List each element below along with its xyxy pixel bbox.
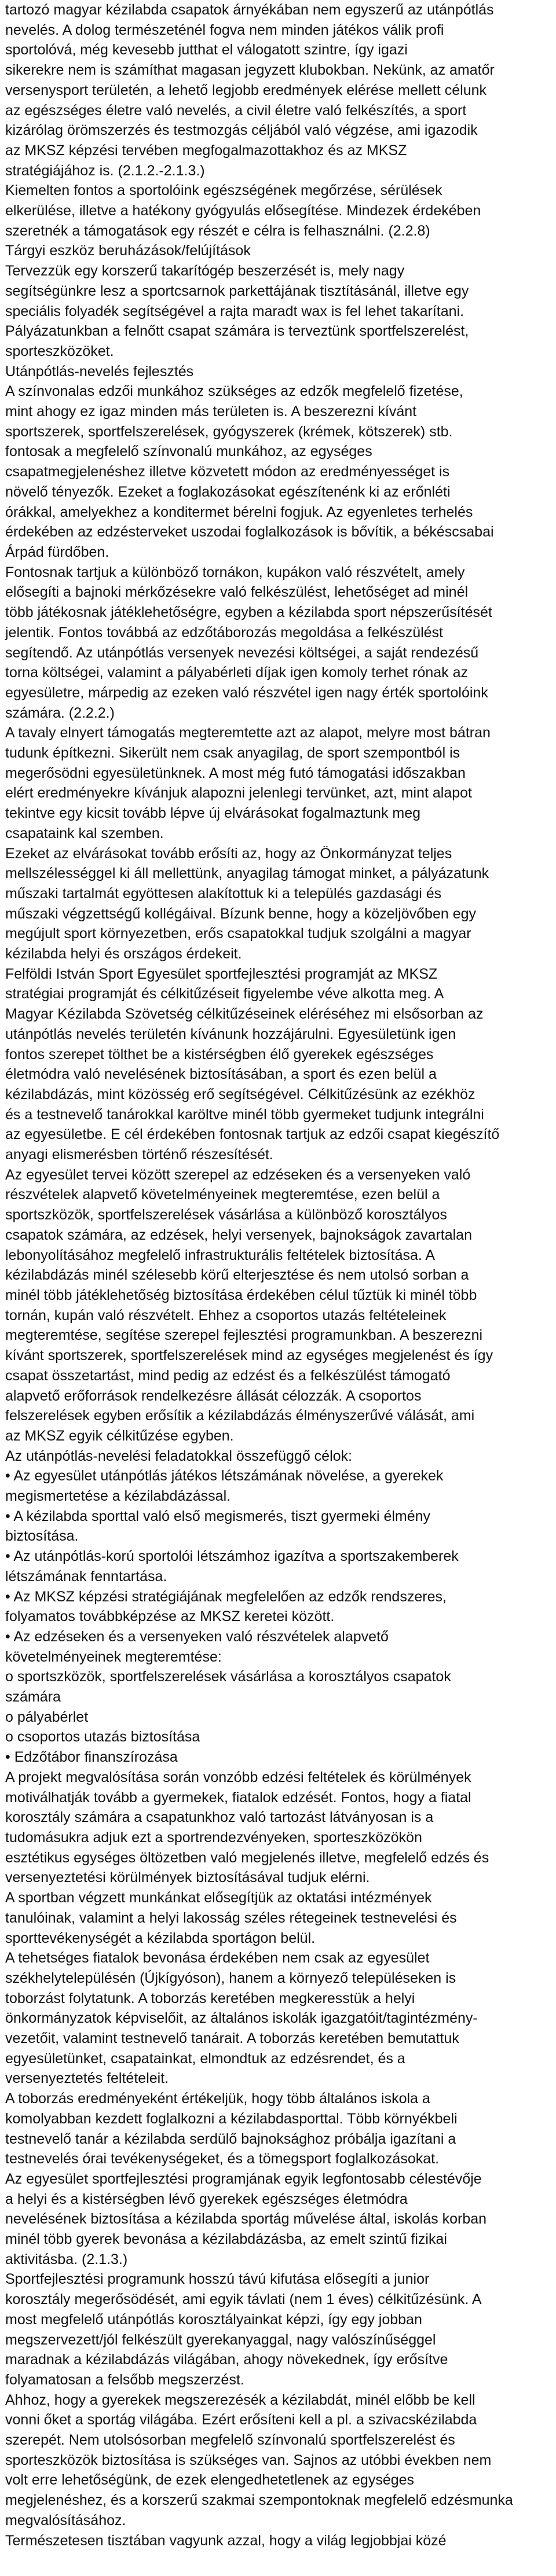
text-line: Az utánpótlás-nevelési feladatokkal összefüggő célok: [5,1447,352,1464]
text-line: tudomásukra adjuk ezt a sportrendezvényeken, sporteszközökön [5,1829,422,1846]
text-line: megismertetése a kézilabdázással. [5,1488,231,1505]
text-line: esztétikus egységes öltözetben való megjelenés illetve, megfelelő edzés és [5,1849,489,1866]
text-line: órákkal, amelyekhez a konditermet bérelni fogjuk. Az egyenletes terhelés [5,504,473,520]
text-line: székhelytelepülésén (Újkígyóson), hanem a környező településeken is [5,1969,456,1986]
text-line: megújult sport környezetben, erős csapatokkal tudjuk szolgálni a magyar [5,925,471,942]
text-line: csapataink kal szemben. [5,825,164,841]
text-line: megvalósításához. [5,2512,126,2529]
text-line: • Edzőtábor finanszírozása [5,1749,178,1766]
text-line: komolyabban kezdett foglalkozni a kézilabdasporttal. Több környékbeli [5,2110,458,2127]
text-line: felszerelések egyben erősítik a kézilabdázás élményszerűvé válását, ami [5,1408,475,1424]
text-line: sportszközök, sportfelszerelések vásárlása a különböző korosztályos [5,1207,447,1223]
text-line: utánpótlás nevelés területén kívánunk hozzájárulni. Egyesületünk igen [5,1026,456,1042]
text-line: az MKSZ egyik célkitűzése egyben. [5,1427,234,1444]
text-line: megszervezett/jól felkészült gyerekanyaggal, nagy valószínűséggel [5,2331,436,2348]
text-line: Tárgyi eszköz beruházások/felújítások [5,242,251,259]
text-line: elkerülése, illetve a hatékony gyógyulás elősegítése. Mindezek érdekében [5,203,481,219]
text-line: testnevelő tanár a kézilabda serdülő bajnoksághoz próbálja igazítani a [5,2130,456,2147]
text-line: és a testnevelő tanárokkal karöltve minél több gyermeket tudjunk integrálni [5,1106,484,1123]
text-line: csapatok számára, az edzések, helyi versenyek, bajnokságok zavartalan [5,1226,472,1243]
text-line: segítségünkre lesz a sportcsarnok parkettájának tisztításánál, illetve egy [5,282,469,299]
text-line: • A kézilabda sporttal való első megismerés, tiszt gyermeki élmény [5,1508,431,1524]
text-line: minél több gyerek bevonása a kézilabdázásba, az emelt szintű fizikai [5,2231,447,2248]
text-line: szerepét. Nem utolsósorban megfelelő színvonalú sportfelszerelést és [5,2432,455,2449]
text-line: sportolóvá, még kevesebb jutthat el válogatott szintre, így igazi [5,42,408,58]
text-line: o pályabérlet [5,1708,89,1725]
text-line: Pályázatunkban a felnőtt csapat számára is terveztünk sportfelszerelést, [5,323,469,340]
text-line: kézilabdázás minél szélesebb körű elterjesztése és nem utolsó sorban a [5,1267,469,1284]
text-line: Felföldi István Sport Egyesület sportfejlesztési programját az MKSZ [5,965,438,982]
text-line: Fontosnak tartjuk a különböző tornákon, kupákon való részvételt, amely [5,564,465,580]
text-line: Ahhoz, hogy a gyerekek megszerezésék a kézilabdát, minél előbb be kell [5,2391,475,2408]
text-line: sportszerek, sportfelszerelések, gyógyszerek (krémek, kötszerek) stb. [5,423,453,440]
text-line: elért eredményekre kívánjuk alapozni jelenlegi tervünket, azt, mint alapot [5,785,472,802]
text-line: alapvető erőforrások rendelkezésre állását célozzák. A csoportos [5,1387,422,1404]
text-line: műszaki tartalmát egyöttesen alakítottuk ki a település gazdasági és [5,885,442,902]
text-line: csapatmegjelenéshez illetve közvetett módon az eredményességet is [5,464,450,480]
text-line: tartozó magyar kézilabda csapatok árnyékában nem egyszerű az utánpótlás [5,2,494,18]
text-line: aktivitásba. (2.1.3.) [5,2251,128,2268]
text-line: létszámának fenntartása. [5,1568,167,1585]
text-line: kívánt sportszerek, sportfelszerelések mind az egységes megjelenést és így [5,1347,493,1364]
text-line: A sportban végzett munkánkat elősegítjük az oktatási intézmények [5,1890,432,1906]
text-line: jelentik. Fontos továbbá az edzőtáborozás megoldása a felkészülést [5,624,444,641]
text-line: az MKSZ képzési tervében megfogalmazottakhoz és az MKSZ [5,142,407,159]
text-line: • Az utánpótlás-korú sportolói létszámhoz igazítva a sportszakemberek [5,1548,459,1565]
text-line: A tehetséges fiatalok bevonása érdekében nem csak az egyesület [5,1950,430,1967]
text-line: önkormányzatok képviselőit, az általános iskolák igazgatóit/tagintézmény- [5,2010,478,2027]
text-line: A projekt megvalósítása során vonzóbb edzési feltételek és körülmények [5,1769,471,1785]
text-line: az egészséges életre való nevelés, a civil életre való felkészítés, a sport [5,102,467,119]
text-line: nevelésének biztosítása a kézilabda sportág művelése által, iskolás korban [5,2211,487,2228]
text-line: számára [5,1689,61,1706]
text-line: minél több játéklehetőség biztosítása érdekében célul tűztük ki minél több [5,1287,477,1303]
text-line: érdekében az edzésterveket uszodai foglalkozások is bővítik, a békéscsabai [5,524,494,541]
text-line: o sportszközök, sportfelszerelések vásárlása a korosztályos csapatok [5,1669,451,1685]
text-line: részvételek alapvető követelményeinek megteremtése, ezen belül a [5,1186,440,1203]
text-line: az egyesületbe. E cél érdekében fontosnak tartjuk az edzői csapat kiegészítő [5,1126,500,1143]
text-line: tanulóinak, valamint a helyi lakosság széles rétegeinek testnevelési és [5,1909,457,1926]
text-line: vezetőit, valamint testnevelő tanárait. A toborzás keretében bemutattuk [5,2030,459,2047]
text-line: növelő tényezők. Ezeket a foglakozásokat egészítenénk ki az erőnléti [5,483,451,500]
text-line: Sportfejlesztési programunk hosszú távú kifutása elősegíti a junior [5,2271,430,2288]
text-line: Ezeket az elvárásokat tovább erősíti az, hogy az Önkormányzat teljes [5,845,452,862]
text-line: korosztály megerősödését, ami egyik távlati (nem 1 éves) célkitűzésünk. A [5,2291,482,2308]
text-line: Tervezzük egy korszerű takarítógép beszerzését is, mely nagy [5,263,405,280]
text-line: A toborzás eredményeként értékeljük, hogy több általános iskola a [5,2090,430,2107]
text-line: testnevelés órai tevékenységeket, és a tömegsport foglalkozásokat. [5,2151,440,2167]
text-line: stratégiájához is. (2.1.2.-2.1.3.) [5,162,205,179]
text-line: mellszélességgel ki áll mellettünk, anyagilag támogat minket, a pályázatunk [5,865,489,882]
text-line: • Az MKSZ képzési stratégiájának megfelelően az edzők rendszeres, [5,1588,447,1605]
text-line: speciális folyadék segítségével a rajta maradt wax is fel lehet takarítani. [5,303,464,319]
text-line: csapat összetartást, mind pedig az edzést és a felkészülést támogató [5,1367,451,1384]
text-line: torna költségei, valamint a pályabérleti díjak igen komoly terhet rónak az [5,664,469,681]
text-line: volt erre lehetőségünk, de ezek elengedhetetlenek az egységes [5,2472,415,2489]
text-line: versenysport területén, a lehető legjobb eredmények elérése mellett célunk [5,82,487,98]
text-line: Természetesen tisztában vagyunk azzal, hogy a világ legjobbjai közé [5,2532,447,2549]
text-line: több játékosnak játéklehetőségre, egyben a kézilabda sport népszerűsítését [5,604,492,621]
text-line: toborzást folytatunk. A toborzás keretében megkeresstük a helyi [5,1990,415,2007]
text-line: életmódra való nevelésének biztosításában, a sport és ezen belül a [5,1066,437,1083]
text-line: sporteszközöket. [5,343,114,359]
text-line: fontosak a megfelelő színvonalú munkához, az egységes [5,443,372,460]
text-line: nevelés. A dolog természeténél fogva nem minden játékos válik profi [5,21,444,38]
text-line: megteremtése, segítése szerepel fejlesztési programunkban. A beszerezni [5,1327,483,1344]
text-line: versenyeztetési körülmények biztosításával tudjuk elérni. [5,1869,370,1886]
text-line: • Az egyesület utánpótlás játékos létszámának növelése, a gyerekek [5,1468,444,1484]
text-line: kézilabdázás, mint közösség erő segítségével. Célkitűzésünk az ezékhöz [5,1086,475,1103]
text-line: sporttevékenységét a kézilabda sportágon belül. [5,1930,316,1946]
text-line: megerősödni egyesületünknek. A most még futó támogatási időszakban [5,765,466,781]
text-line: folyamatosan a felsőbb megszerzést. [5,2371,244,2388]
text-line: egyesületre, márpedig az ezeken való részvétel igen nagy érték sportolóink [5,684,488,701]
text-line: egyesületünket, csapatainkat, elmondtuk az edzésrendet, és a [5,2050,405,2067]
text-line: sporteszközök biztosítása is szükséges van. Sajnos az utóbbi években nem [5,2452,492,2468]
text-line: kizárólag örömszerzés és testmozgás céljából való végzése, ami igazodik [5,122,478,139]
text-line: stratégiai programját és célkitűzéseit figyelembe véve alkotta meg. A [5,986,444,1002]
text-line: A tavaly elnyert támogatás megteremtette azt az alapot, melyre most bátran [5,725,491,741]
text-line: segítendő. Az utánpótlás versenyek nevezési költségei, a saját rendezésű [5,644,479,661]
text-line: számára. (2.2.2.) [5,704,115,721]
text-line: Kiemelten fontos a sportolóink egészségének megőrzése, sérülések [5,182,442,199]
text-line: most megfelelő utánpótlás korosztályainkat képzi, így egy jobban [5,2311,422,2328]
text-line: mint ahogy ez igaz minden más területen is. A beszerezni kívánt [5,403,417,420]
text-line: Az egyesület sportfejlesztési programjának egyik legfontosabb célestévője [5,2170,482,2187]
text-line: Magyar Kézilabda Szövetség célkitűzéseinek eléréséhez mi elsősorban az [5,1006,484,1023]
text-line: a helyi és a kistérségben lévő gyerekek egészséges életmódra [5,2191,408,2207]
text-line: korosztály számára a csapatunkhoz való tartozást látványosan is a [5,1809,434,1826]
text-line: biztosítása. [5,1528,79,1545]
text-line: sikerekre nem is számíthat magasan jegyzett klubokban. Nekünk, az amatőr [5,62,495,79]
text-line: Az egyesület tervei között szerepel az edzéseken és a versenyeken való [5,1166,471,1183]
text-line: versenyeztetés feltételeit. [5,2070,169,2087]
text-line: szeretnék a támogatások egy részét e célra is felhasználni. (2.2.8) [5,222,430,239]
text-line: megjelenéshez, és a korszerű szakmai szempontoknak megfelelő edzésmunka [5,2492,513,2509]
text-line: tekintve egy kicsit tovább lépve új elvárásokat fogalmaztunk meg [5,805,421,822]
text-line: anyagi elismerésben történő részesítését. [5,1146,273,1163]
text-line: • Az edzéseken és a versenyeken való részvételek alapvető [5,1628,389,1645]
text-line: vonni őket a sportág világába. Ezért erősíteni kell a pl. a szivacskézilabda [5,2412,477,2428]
text-line: folyamatos továbbképzése az MKSZ keretei között. [5,1608,335,1625]
text-line: követelményeinek megteremtése: [5,1648,222,1665]
text-line: kézilabda helyi és országos érdekeit. [5,946,242,962]
text-line: o csoportos utazás biztosítása [5,1729,200,1745]
text-line: Utánpótlás-nevelés fejlesztés [5,363,194,380]
text-line: maradnak a kézilabdázás világában, ahogy növekednek, így erősítve [5,2351,448,2368]
text-line: lebonyolításához megfelelő infrastrukturális feltételek biztosítása. A [5,1247,436,1263]
text-line: tornán, kupán való részvételt. Ehhez a csoportos utazás feltételeinek [5,1307,447,1324]
text-line: tudunk építkezni. Sikerült nem csak anyagilag, de sport szempontból is [5,745,460,762]
text-line: fontos szerepet tölthet be a kistérségben élő gyerekek egészséges [5,1046,434,1063]
text-line: Árpád fürdőben. [5,543,109,560]
text-line: motiválhatják tovább a gyermekek, fiatalok edzését. Fontos, hogy a fiatal [5,1789,471,1806]
text-line: elősegíti a bajnoki mérkőzésekre való felkészülést, lehetőséget ad minél [5,584,469,601]
text-line: A színvonalas edzői munkához szükséges az edzők megfelelő fizetése, [5,383,463,400]
text-line: műszaki végzettségű kollégáival. Bízunk benne, hogy a közeljövőben egy [5,905,477,922]
